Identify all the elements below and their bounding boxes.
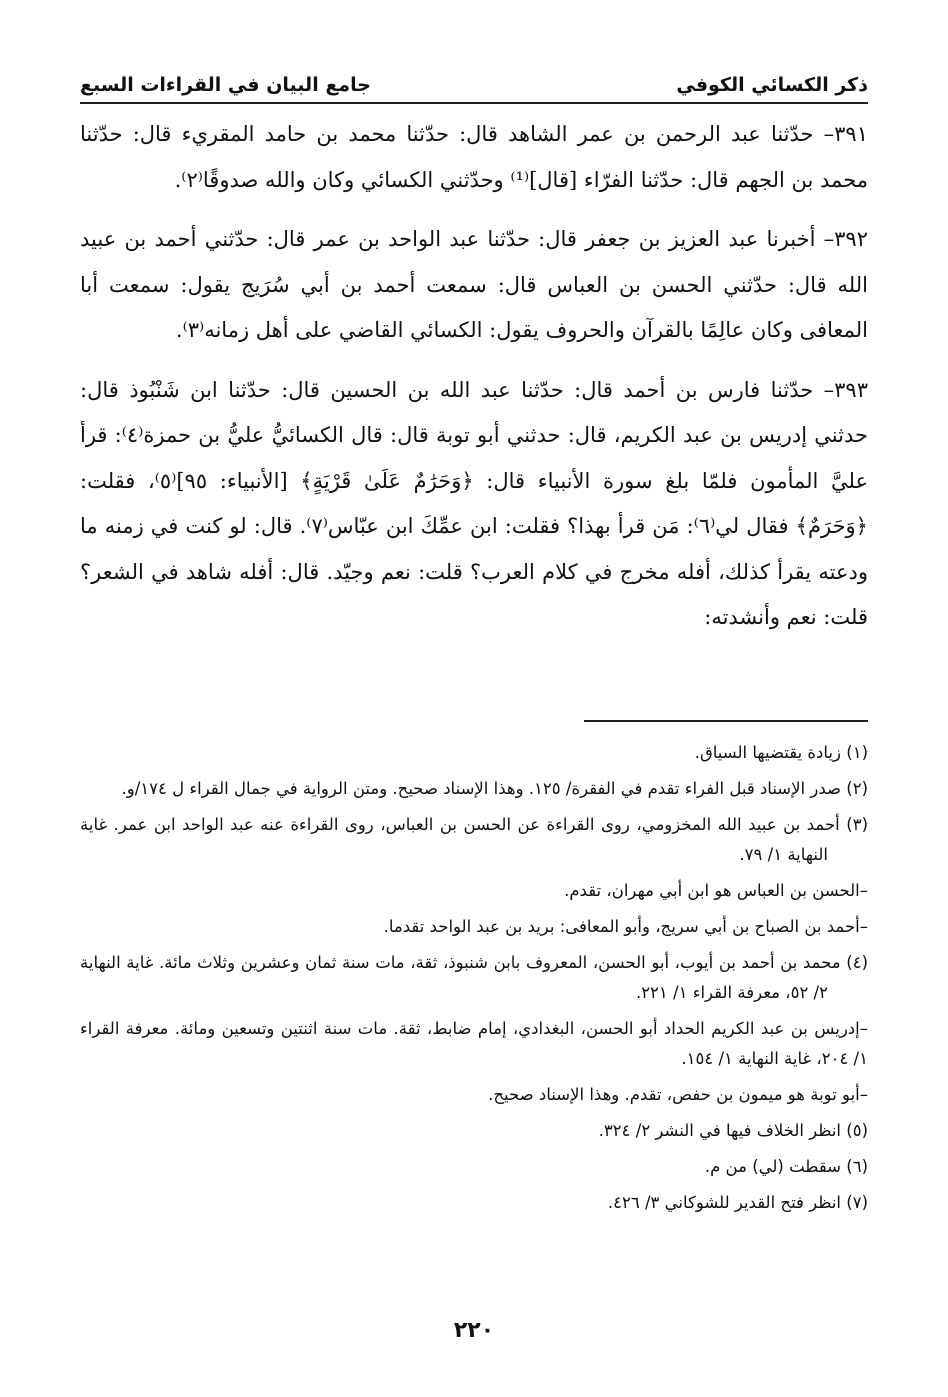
footnote-2: (٢) صدر الإسناد قبل الفراء تقدم في الفقرة/ ١٢٥. وهذا الإسناد صحيح. ومتن الرواية في جمال القراء ل ١٧٤/و. bbox=[121, 779, 868, 798]
footnotes bbox=[80, 738, 868, 1224]
header-book-title: جامع البيان في القراءات السبع bbox=[80, 74, 371, 96]
page-number: ٢٢٠ bbox=[453, 1318, 495, 1343]
paragraph-392: ٣٩٢– أخبرنا عبد العزيز بن جعفر قال: حدّثنا عبد الواحد بن عمر قال: حدّثني أحمد بن عبيد الله قال: حدّثني الحسن بن العباس قال: سمعت أحمد بن أبي سُرَيج يقول: سمعت أبا المعافى وكان عالِمًا بالقرآن والحروف يقول: الكسائي القاضي على أهل زمانه⁽٣⁾. bbox=[80, 227, 868, 342]
footnote-4-note-a: –إدريس بن عبد الكريم الحداد أبو الحسن، البغدادي، إمام ضابط، ثقة. مات سنة اثنتين وتسعين ومائة. معرفة القراء ١/ ٢٠٤، غاية النهاية ١/ ١٥٤. bbox=[80, 1019, 868, 1068]
footnote-7: (٧) انظر فتح القدير للشوكاني ٣/ ٤٢٦. bbox=[607, 1193, 868, 1212]
footnote-6: (٦) سقطت (لي) من م. bbox=[704, 1157, 868, 1176]
footnote-4-note-b: –أبو توبة هو ميمون بن حفص، تقدم. وهذا الإسناد صحيح. bbox=[488, 1085, 868, 1104]
footnote-3-note-a: –الحسن بن العباس هو ابن أبي مهران، تقدم. bbox=[564, 881, 868, 900]
footnote-4: (٤) محمد بن أحمد بن أيوب، أبو الحسن، المعروف بابن شنبوذ، ثقة، مات سنة ثمان وعشرين وثلاث مائة. غاية النهاية ٢/ ٥٢، معرفة القراء ١/ ٢٢١. bbox=[80, 953, 868, 1002]
paragraph-393: ٣٩٣– حدّثنا فارس بن أحمد قال: حدّثنا عبد الله بن الحسين قال: حدّثنا ابن شَنْبُوذ قال: حدثني إدريس بن عبد الكريم، قال: حدثني أبو توبة قال: قال الكسائيُّ عليُّ بن حمزة⁽٤⁾: قرأ عليَّ المأمون فلمّا بلغ سورة الأنبياء قال: ﴿وَحَرَٰمٌ عَلَىٰ قَرْيَةٍ﴾ [الأنبياء: ٩٥]⁽٥⁾، فقلت: ﴿وَحَرَمٌ﴾ فقال لي⁽٦⁾: مَن قرأ بهذا؟ فقلت: ابن عمِّكَ ابن عبّاس⁽٧⁾. قال: لو كنت في زمنه ما ودعته يقرأ كذلك، أفله مخرج في كلام العرب؟ قلت: نعم وجيّد. قال: أفله شاهد في الشعر؟ قلت: نعم وأنشدته: bbox=[80, 377, 868, 629]
paragraph-391: ٣٩١– حدّثنا عبد الرحمن بن عمر الشاهد قال: حدّثنا محمد بن حامد المقريء قال: حدّثنا محمد بن الجهم قال: حدّثنا الفرّاء [قال]⁽¹⁾ وحدّثني الكسائي وكان والله صدوقًا⁽٢⁾. bbox=[80, 122, 868, 192]
footnote-3: (٣) أحمد بن عبيد الله المخزومي، روى القراءة عن الحسن بن العباس، روى القراءة عنه عبد الواحد ابن عمر. غاية النهاية ١/ ٧٩. bbox=[80, 815, 868, 864]
footnote-3-note-b: –أحمد بن الصباح بن أبي سريج، وأبو المعافى: بريد بن عبد الواحد تقدما. bbox=[383, 917, 868, 936]
running-header bbox=[80, 56, 868, 104]
footnote-5: (٥) انظر الخلاف فيها في النشر ٢/ ٣٢٤. bbox=[598, 1121, 868, 1140]
header-chapter-title: ذكر الكسائي الكوفي bbox=[676, 74, 868, 96]
footnote-separator bbox=[584, 720, 868, 722]
main-text bbox=[80, 112, 868, 655]
footnote-1: (١) زيادة يقتضيها السياق. bbox=[694, 743, 868, 762]
